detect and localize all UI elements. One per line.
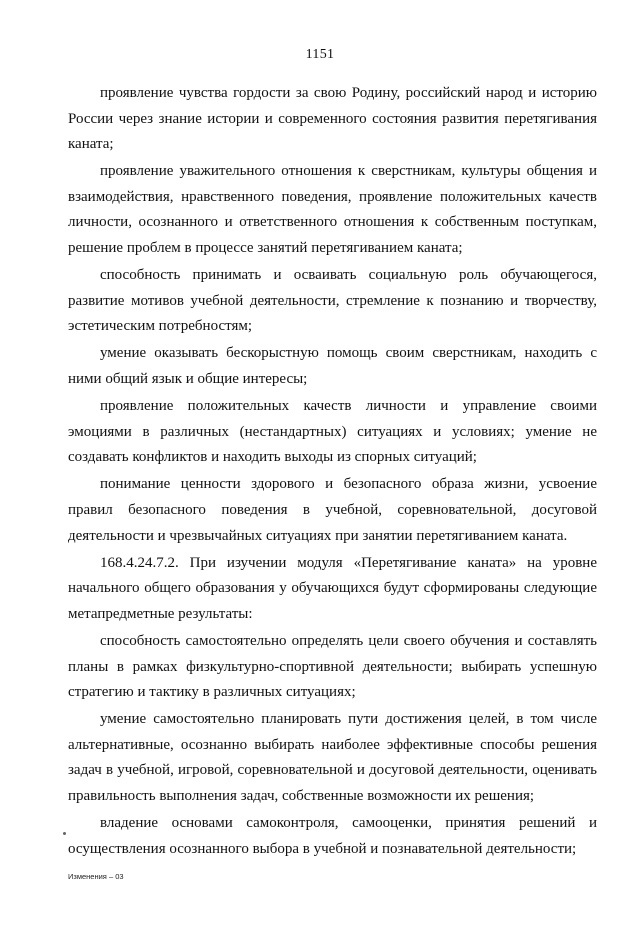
paragraph: владение основами самоконтроля, самооценки, принятия решений и осуществления осознанного выбора в учебной и познавательной деятельности; (68, 815, 597, 857)
paragraph: проявление уважительного отношения к сверстникам, культуры общения и взаимодействия, нравственного поведения, проявление положительных качеств личности, осознанного и ответственного отношения к собственным поступкам, решение проблем в процессе занятий перетягиванием каната; (68, 163, 597, 257)
page-number: 1151 (305, 47, 335, 62)
paragraph: способность самостоятельно определять цели своего обучения и составлять планы в рамках физкультурно-спортивной деятельности; выбирать успешную стратегию и тактику в различных ситуациях; (68, 632, 597, 701)
paragraph: способность принимать и осваивать социальную роль обучающегося, развитие мотивов учебной деятельности, стремление к познанию и творчеству, эстетическим потребностям; (68, 267, 597, 335)
paragraph: умение оказывать бескорыстную помощь своим сверстникам, находить с ними общий язык и общие интересы; (68, 345, 597, 388)
paragraph: проявление положительных качеств личности и управление своими эмоциями в различных (нестандартных) ситуациях и условиях; умение не создавать конфликтов и находить выходы из спорных ситуаций; (68, 398, 597, 466)
footer-note: Изменения – 03 (68, 872, 124, 881)
paragraph: 168.4.24.7.2. При изучении модуля «Перетягивание каната» на уровне начального общего образования у обучающихся будут сформированы следующие метапредметные результаты: (68, 554, 597, 622)
paragraph: умение самостоятельно планировать пути достижения целей, в том числе альтернативные, осознанно выбирать наиболее эффективные способы решения задач в учебной, игровой, соревновательной и досуговой деятельности, оценивать правильность выполнения задач, собственные возможности их решения; (68, 711, 597, 805)
scan-speck (63, 832, 66, 835)
paragraph: проявление чувства гордости за свою Родину, российский народ и историю России через знание истории и современного состояния развития перетягивания каната; (68, 85, 597, 153)
paragraph: понимание ценности здорового и безопасного образа жизни, усвоение правил безопасного поведения в учебной, соревновательной, досуговой деятельности и чрезвычайных ситуациях при занятии перетягиванием каната. (68, 476, 597, 544)
document-body (68, 81, 597, 864)
